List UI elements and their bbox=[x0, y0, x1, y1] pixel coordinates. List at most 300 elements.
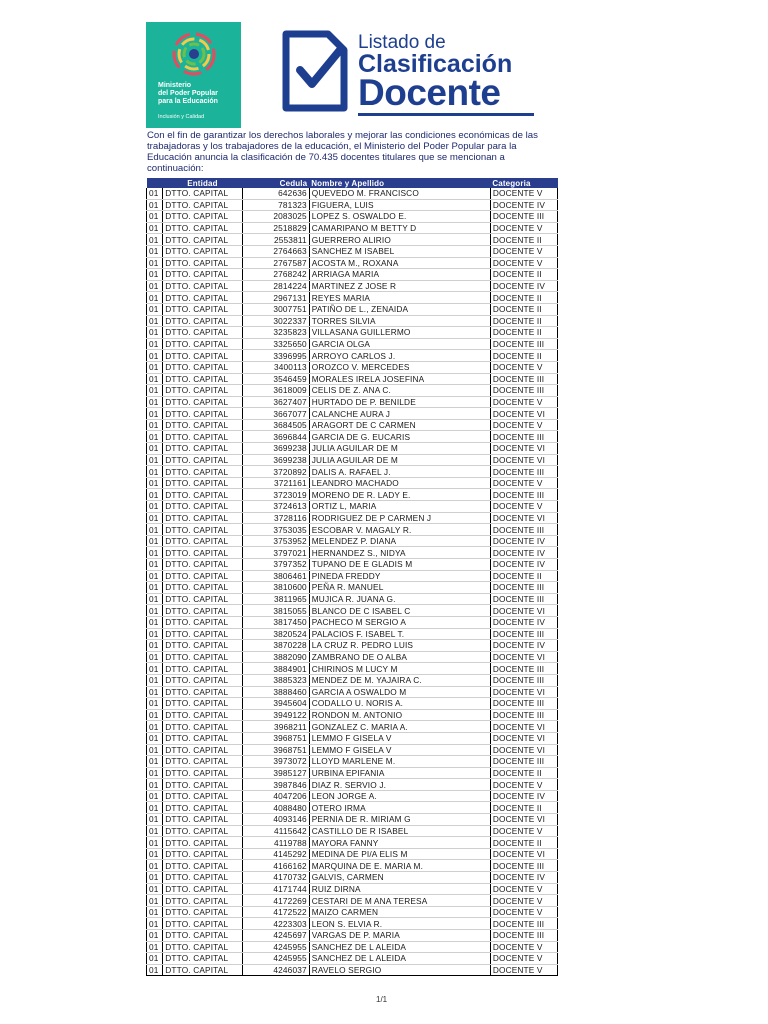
entidad-cell: DTTO. CAPITAL bbox=[163, 303, 242, 315]
categoria-cell: DOCENTE III bbox=[490, 674, 557, 686]
cedula-cell: 4172269 bbox=[242, 895, 309, 907]
table-row bbox=[147, 616, 558, 628]
entidad-code-cell: 01 bbox=[147, 269, 163, 281]
categoria-cell: DOCENTE V bbox=[490, 396, 557, 408]
entidad-cell: DTTO. CAPITAL bbox=[163, 895, 242, 907]
entidad-cell: DTTO. CAPITAL bbox=[163, 373, 242, 385]
nombre-cell: MUJICA R. JUANA G. bbox=[309, 593, 490, 605]
entidad-code-cell: 01 bbox=[147, 651, 163, 663]
cedula-cell: 4088480 bbox=[242, 802, 309, 814]
nombre-cell: PATIÑO DE L., ZENAIDA bbox=[309, 303, 490, 315]
entidad-code-cell: 01 bbox=[147, 222, 163, 234]
nombre-cell: ACOSTA M., ROXANA bbox=[309, 257, 490, 269]
entidad-code-cell: 01 bbox=[147, 930, 163, 942]
entidad-cell: DTTO. CAPITAL bbox=[163, 721, 242, 733]
table-row bbox=[147, 489, 558, 501]
cedula-cell: 2083025 bbox=[242, 211, 309, 223]
cedula-cell: 4115642 bbox=[242, 825, 309, 837]
nombre-cell: GALVIS, CARMEN bbox=[309, 872, 490, 884]
categoria-cell: DOCENTE III bbox=[490, 373, 557, 385]
entidad-cell: DTTO. CAPITAL bbox=[163, 628, 242, 640]
categoria-cell: DOCENTE II bbox=[490, 315, 557, 327]
cedula-cell: 3797021 bbox=[242, 547, 309, 559]
teacher-list-table bbox=[146, 178, 558, 976]
categoria-cell: DOCENTE III bbox=[490, 431, 557, 443]
entidad-code-cell: 01 bbox=[147, 814, 163, 826]
entidad-code-cell: 01 bbox=[147, 802, 163, 814]
entidad-cell: DTTO. CAPITAL bbox=[163, 837, 242, 849]
categoria-cell: DOCENTE III bbox=[490, 756, 557, 768]
table-row bbox=[147, 744, 558, 756]
cedula-cell: 3888460 bbox=[242, 686, 309, 698]
cedula-cell: 2518829 bbox=[242, 222, 309, 234]
nombre-cell: JULIA AGUILAR DE M bbox=[309, 454, 490, 466]
entidad-code-cell: 01 bbox=[147, 303, 163, 315]
entidad-code-cell: 01 bbox=[147, 419, 163, 431]
entidad-code-cell: 01 bbox=[147, 721, 163, 733]
entidad-code-cell: 01 bbox=[147, 559, 163, 571]
table-row bbox=[147, 419, 558, 431]
entidad-code-cell: 01 bbox=[147, 443, 163, 455]
cedula-cell: 3728116 bbox=[242, 512, 309, 524]
nombre-cell: MENDEZ DE M. YAJAIRA C. bbox=[309, 674, 490, 686]
cedula-cell: 4166162 bbox=[242, 860, 309, 872]
nombre-cell: URBINA EPIFANIA bbox=[309, 767, 490, 779]
nombre-cell: SANCHEZ DE L ALEIDA bbox=[309, 953, 490, 965]
table-row bbox=[147, 222, 558, 234]
table-header-row bbox=[147, 178, 558, 188]
title-line-2: Clasificación bbox=[358, 50, 513, 78]
entidad-cell: DTTO. CAPITAL bbox=[163, 361, 242, 373]
entidad-code-cell: 01 bbox=[147, 616, 163, 628]
table-row bbox=[147, 837, 558, 849]
entidad-cell: DTTO. CAPITAL bbox=[163, 396, 242, 408]
entidad-cell: DTTO. CAPITAL bbox=[163, 188, 242, 199]
categoria-cell: DOCENTE VI bbox=[490, 605, 557, 617]
nombre-cell: CESTARI DE M ANA TERESA bbox=[309, 895, 490, 907]
entidad-code-cell: 01 bbox=[147, 709, 163, 721]
nombre-cell: DIAZ R. SERVIO J. bbox=[309, 779, 490, 791]
categoria-cell: DOCENTE V bbox=[490, 779, 557, 791]
categoria-cell: DOCENTE VI bbox=[490, 512, 557, 524]
entidad-cell: DTTO. CAPITAL bbox=[163, 501, 242, 513]
categoria-cell: DOCENTE VI bbox=[490, 443, 557, 455]
entidad-code-cell: 01 bbox=[147, 547, 163, 559]
entidad-code-cell: 01 bbox=[147, 732, 163, 744]
entidad-cell: DTTO. CAPITAL bbox=[163, 930, 242, 942]
categoria-cell: DOCENTE II bbox=[490, 837, 557, 849]
cedula-cell: 2967131 bbox=[242, 292, 309, 304]
table-row bbox=[147, 570, 558, 582]
nombre-cell: DALIS A. RAFAEL J. bbox=[309, 466, 490, 478]
cedula-cell: 4171744 bbox=[242, 883, 309, 895]
cedula-cell: 4047206 bbox=[242, 790, 309, 802]
cedula-cell: 3968751 bbox=[242, 732, 309, 744]
cedula-cell: 2553811 bbox=[242, 234, 309, 246]
categoria-cell: DOCENTE IV bbox=[490, 616, 557, 628]
nombre-cell: SANCHEZ DE L ALEIDA bbox=[309, 941, 490, 953]
cedula-cell: 3724613 bbox=[242, 501, 309, 513]
table-row bbox=[147, 779, 558, 791]
cedula-cell: 3949122 bbox=[242, 709, 309, 721]
table-row bbox=[147, 315, 558, 327]
entidad-cell: DTTO. CAPITAL bbox=[163, 616, 242, 628]
entidad-cell: DTTO. CAPITAL bbox=[163, 245, 242, 257]
table-row bbox=[147, 199, 558, 211]
title-underline bbox=[358, 113, 534, 116]
entidad-cell: DTTO. CAPITAL bbox=[163, 466, 242, 478]
table-row bbox=[147, 640, 558, 652]
entidad-cell: DTTO. CAPITAL bbox=[163, 269, 242, 281]
entidad-cell: DTTO. CAPITAL bbox=[163, 489, 242, 501]
nombre-cell: BLANCO DE C ISABEL C bbox=[309, 605, 490, 617]
entidad-code-cell: 01 bbox=[147, 188, 163, 199]
entidad-code-cell: 01 bbox=[147, 872, 163, 884]
ministry-logo bbox=[146, 22, 241, 128]
entidad-cell: DTTO. CAPITAL bbox=[163, 582, 242, 594]
categoria-cell: DOCENTE III bbox=[490, 489, 557, 501]
nombre-cell: MARQUINA DE E. MARIA M. bbox=[309, 860, 490, 872]
cedula-cell: 3811965 bbox=[242, 593, 309, 605]
cedula-cell: 3546459 bbox=[242, 373, 309, 385]
cedula-cell: 3325650 bbox=[242, 338, 309, 350]
nombre-cell: MARTINEZ Z JOSE R bbox=[309, 280, 490, 292]
categoria-cell: DOCENTE III bbox=[490, 628, 557, 640]
entidad-code-cell: 01 bbox=[147, 837, 163, 849]
entidad-cell: DTTO. CAPITAL bbox=[163, 964, 242, 976]
entidad-cell: DTTO. CAPITAL bbox=[163, 663, 242, 675]
entidad-code-cell: 01 bbox=[147, 350, 163, 362]
cedula-cell: 3396995 bbox=[242, 350, 309, 362]
table-row bbox=[147, 454, 558, 466]
cedula-cell: 3721161 bbox=[242, 477, 309, 489]
cedula-cell: 4119788 bbox=[242, 837, 309, 849]
nombre-cell: MAYORA FANNY bbox=[309, 837, 490, 849]
nombre-cell: VARGAS DE P. MARIA bbox=[309, 930, 490, 942]
table-row bbox=[147, 756, 558, 768]
entidad-code-cell: 01 bbox=[147, 524, 163, 536]
cedula-cell: 781323 bbox=[242, 199, 309, 211]
entidad-cell: DTTO. CAPITAL bbox=[163, 524, 242, 536]
nombre-cell: LEANDRO MACHADO bbox=[309, 477, 490, 489]
entidad-cell: DTTO. CAPITAL bbox=[163, 779, 242, 791]
entidad-code-cell: 01 bbox=[147, 315, 163, 327]
entidad-cell: DTTO. CAPITAL bbox=[163, 698, 242, 710]
nombre-cell: GARCIA DE G. EUCARIS bbox=[309, 431, 490, 443]
table-row bbox=[147, 338, 558, 350]
categoria-cell: DOCENTE VI bbox=[490, 651, 557, 663]
entidad-code-cell: 01 bbox=[147, 361, 163, 373]
cedula-cell: 2814224 bbox=[242, 280, 309, 292]
nombre-cell: OROZCO V. MERCEDES bbox=[309, 361, 490, 373]
nombre-cell: LEON S. ELVIA R. bbox=[309, 918, 490, 930]
entidad-code-cell: 01 bbox=[147, 466, 163, 478]
entidad-code-cell: 01 bbox=[147, 605, 163, 617]
cedula-cell: 3817450 bbox=[242, 616, 309, 628]
entidad-code-cell: 01 bbox=[147, 779, 163, 791]
entidad-cell: DTTO. CAPITAL bbox=[163, 732, 242, 744]
nombre-cell: RUIZ DIRNA bbox=[309, 883, 490, 895]
table-row bbox=[147, 953, 558, 965]
entidad-cell: DTTO. CAPITAL bbox=[163, 767, 242, 779]
categoria-cell: DOCENTE IV bbox=[490, 199, 557, 211]
entidad-code-cell: 01 bbox=[147, 292, 163, 304]
entidad-cell: DTTO. CAPITAL bbox=[163, 350, 242, 362]
entidad-cell: DTTO. CAPITAL bbox=[163, 431, 242, 443]
table-body bbox=[147, 188, 558, 976]
table-row bbox=[147, 501, 558, 513]
categoria-cell: DOCENTE II bbox=[490, 292, 557, 304]
entidad-cell: DTTO. CAPITAL bbox=[163, 315, 242, 327]
categoria-cell: DOCENTE IV bbox=[490, 535, 557, 547]
table-row bbox=[147, 674, 558, 686]
categoria-cell: DOCENTE II bbox=[490, 303, 557, 315]
nombre-cell: CAMARIPANO M BETTY D bbox=[309, 222, 490, 234]
entidad-cell: DTTO. CAPITAL bbox=[163, 408, 242, 420]
entidad-code-cell: 01 bbox=[147, 906, 163, 918]
entidad-code-cell: 01 bbox=[147, 825, 163, 837]
categoria-cell: DOCENTE IV bbox=[490, 547, 557, 559]
table-row bbox=[147, 408, 558, 420]
header-cedula: Cedula bbox=[242, 178, 309, 188]
table-row bbox=[147, 825, 558, 837]
table-row bbox=[147, 524, 558, 536]
table-row bbox=[147, 848, 558, 860]
categoria-cell: DOCENTE III bbox=[490, 698, 557, 710]
entidad-code-cell: 01 bbox=[147, 454, 163, 466]
cedula-cell: 3022337 bbox=[242, 315, 309, 327]
entidad-code-cell: 01 bbox=[147, 756, 163, 768]
cedula-cell: 4246037 bbox=[242, 964, 309, 976]
cedula-cell: 2768242 bbox=[242, 269, 309, 281]
entidad-cell: DTTO. CAPITAL bbox=[163, 744, 242, 756]
nombre-cell: LEMMO F GISELA V bbox=[309, 744, 490, 756]
categoria-cell: DOCENTE V bbox=[490, 953, 557, 965]
entidad-cell: DTTO. CAPITAL bbox=[163, 385, 242, 397]
ministry-emblem-icon bbox=[170, 30, 218, 80]
nombre-cell: MORENO DE R. LADY E. bbox=[309, 489, 490, 501]
categoria-cell: DOCENTE V bbox=[490, 477, 557, 489]
table-row bbox=[147, 930, 558, 942]
nombre-cell: CASTILLO DE R ISABEL bbox=[309, 825, 490, 837]
categoria-cell: DOCENTE V bbox=[490, 501, 557, 513]
table-row bbox=[147, 732, 558, 744]
categoria-cell: DOCENTE V bbox=[490, 361, 557, 373]
entidad-code-cell: 01 bbox=[147, 593, 163, 605]
entidad-code-cell: 01 bbox=[147, 860, 163, 872]
intro-paragraph: Con el fin de garantizar los derechos laborales y mejorar las condiciones económicas de las trabajadoras y los trabajadores de la educación, el Ministerio del Poder Popular para la Educación anuncia la clasificación de 70.435 docentes titulares que se mencionan a continuación: bbox=[147, 130, 538, 174]
categoria-cell: DOCENTE III bbox=[490, 860, 557, 872]
nombre-cell: LEON JORGE A. bbox=[309, 790, 490, 802]
entidad-cell: DTTO. CAPITAL bbox=[163, 419, 242, 431]
table-row bbox=[147, 280, 558, 292]
cedula-cell: 3968751 bbox=[242, 744, 309, 756]
entidad-code-cell: 01 bbox=[147, 257, 163, 269]
categoria-cell: DOCENTE VI bbox=[490, 732, 557, 744]
table-row bbox=[147, 814, 558, 826]
entidad-code-cell: 01 bbox=[147, 477, 163, 489]
categoria-cell: DOCENTE II bbox=[490, 234, 557, 246]
entidad-code-cell: 01 bbox=[147, 501, 163, 513]
categoria-cell: DOCENTE V bbox=[490, 188, 557, 199]
categoria-cell: DOCENTE II bbox=[490, 802, 557, 814]
entidad-code-cell: 01 bbox=[147, 234, 163, 246]
entidad-code-cell: 01 bbox=[147, 385, 163, 397]
nombre-cell: TUPANO DE E GLADIS M bbox=[309, 559, 490, 571]
categoria-cell: DOCENTE IV bbox=[490, 559, 557, 571]
categoria-cell: DOCENTE III bbox=[490, 582, 557, 594]
cedula-cell: 3815055 bbox=[242, 605, 309, 617]
nombre-cell: MAIZO CARMEN bbox=[309, 906, 490, 918]
entidad-code-cell: 01 bbox=[147, 373, 163, 385]
entidad-cell: DTTO. CAPITAL bbox=[163, 443, 242, 455]
categoria-cell: DOCENTE V bbox=[490, 419, 557, 431]
entidad-code-cell: 01 bbox=[147, 640, 163, 652]
entidad-cell: DTTO. CAPITAL bbox=[163, 338, 242, 350]
cedula-cell: 3945604 bbox=[242, 698, 309, 710]
cedula-cell: 3753035 bbox=[242, 524, 309, 536]
entidad-cell: DTTO. CAPITAL bbox=[163, 605, 242, 617]
cedula-cell: 3987846 bbox=[242, 779, 309, 791]
entidad-code-cell: 01 bbox=[147, 199, 163, 211]
table-row bbox=[147, 721, 558, 733]
nombre-cell: PACHECO M SERGIO A bbox=[309, 616, 490, 628]
categoria-cell: DOCENTE III bbox=[490, 930, 557, 942]
nombre-cell: GARCIA A OSWALDO M bbox=[309, 686, 490, 698]
categoria-cell: DOCENTE VI bbox=[490, 848, 557, 860]
nombre-cell: ARAGORT DE C CARMEN bbox=[309, 419, 490, 431]
entidad-code-cell: 01 bbox=[147, 674, 163, 686]
entidad-code-cell: 01 bbox=[147, 767, 163, 779]
categoria-cell: DOCENTE IV bbox=[490, 640, 557, 652]
nombre-cell: LOPEZ S. OSWALDO E. bbox=[309, 211, 490, 223]
categoria-cell: DOCENTE III bbox=[490, 524, 557, 536]
entidad-code-cell: 01 bbox=[147, 628, 163, 640]
cedula-cell: 3699238 bbox=[242, 443, 309, 455]
cedula-cell: 3618009 bbox=[242, 385, 309, 397]
cedula-cell: 3968211 bbox=[242, 721, 309, 733]
table-row bbox=[147, 883, 558, 895]
entidad-code-cell: 01 bbox=[147, 280, 163, 292]
table-row bbox=[147, 535, 558, 547]
categoria-cell: DOCENTE IV bbox=[490, 280, 557, 292]
table-row bbox=[147, 872, 558, 884]
entidad-cell: DTTO. CAPITAL bbox=[163, 257, 242, 269]
table-row bbox=[147, 292, 558, 304]
nombre-cell: VILLASANA GUILLERMO bbox=[309, 327, 490, 339]
categoria-cell: DOCENTE III bbox=[490, 385, 557, 397]
nombre-cell: CALANCHE AURA J bbox=[309, 408, 490, 420]
cedula-cell: 4245697 bbox=[242, 930, 309, 942]
table-row bbox=[147, 605, 558, 617]
entidad-code-cell: 01 bbox=[147, 338, 163, 350]
page-number: 1/1 bbox=[376, 995, 388, 1004]
categoria-cell: DOCENTE V bbox=[490, 941, 557, 953]
nombre-cell: ZAMBRANO DE O ALBA bbox=[309, 651, 490, 663]
categoria-cell: DOCENTE IV bbox=[490, 872, 557, 884]
cedula-cell: 3667077 bbox=[242, 408, 309, 420]
entidad-cell: DTTO. CAPITAL bbox=[163, 941, 242, 953]
entidad-code-cell: 01 bbox=[147, 663, 163, 675]
table-row bbox=[147, 361, 558, 373]
table-row bbox=[147, 350, 558, 362]
header-entidad: Entidad bbox=[163, 178, 242, 188]
entidad-code-cell: 01 bbox=[147, 918, 163, 930]
categoria-cell: DOCENTE II bbox=[490, 350, 557, 362]
categoria-cell: DOCENTE III bbox=[490, 338, 557, 350]
entidad-cell: DTTO. CAPITAL bbox=[163, 825, 242, 837]
entidad-cell: DTTO. CAPITAL bbox=[163, 559, 242, 571]
categoria-cell: DOCENTE II bbox=[490, 327, 557, 339]
nombre-cell: ARRIAGA MARIA bbox=[309, 269, 490, 281]
nombre-cell: CHIRINOS M LUCY M bbox=[309, 663, 490, 675]
table-row bbox=[147, 211, 558, 223]
table-row bbox=[147, 466, 558, 478]
table-row bbox=[147, 431, 558, 443]
cedula-cell: 2764663 bbox=[242, 245, 309, 257]
checklist-document-icon bbox=[278, 30, 350, 114]
entidad-code-cell: 01 bbox=[147, 883, 163, 895]
categoria-cell: DOCENTE VI bbox=[490, 454, 557, 466]
categoria-cell: DOCENTE IV bbox=[490, 790, 557, 802]
categoria-cell: DOCENTE VI bbox=[490, 814, 557, 826]
categoria-cell: DOCENTE V bbox=[490, 964, 557, 976]
entidad-cell: DTTO. CAPITAL bbox=[163, 790, 242, 802]
entidad-cell: DTTO. CAPITAL bbox=[163, 454, 242, 466]
entidad-code-cell: 01 bbox=[147, 211, 163, 223]
nombre-cell: PINEDA FREDDY bbox=[309, 570, 490, 582]
table-row bbox=[147, 628, 558, 640]
cedula-cell: 3235823 bbox=[242, 327, 309, 339]
cedula-cell: 3007751 bbox=[242, 303, 309, 315]
nombre-cell: REYES MARIA bbox=[309, 292, 490, 304]
entidad-cell: DTTO. CAPITAL bbox=[163, 872, 242, 884]
entidad-cell: DTTO. CAPITAL bbox=[163, 674, 242, 686]
entidad-cell: DTTO. CAPITAL bbox=[163, 234, 242, 246]
nombre-cell: LEMMO F GISELA V bbox=[309, 732, 490, 744]
table-row bbox=[147, 234, 558, 246]
nombre-cell: ESCOBAR V. MAGALY R. bbox=[309, 524, 490, 536]
entidad-code-cell: 01 bbox=[147, 570, 163, 582]
entidad-cell: DTTO. CAPITAL bbox=[163, 211, 242, 223]
table-row bbox=[147, 767, 558, 779]
table-row bbox=[147, 477, 558, 489]
nombre-cell: JULIA AGUILAR DE M bbox=[309, 443, 490, 455]
cedula-cell: 3699238 bbox=[242, 454, 309, 466]
entidad-cell: DTTO. CAPITAL bbox=[163, 477, 242, 489]
teacher-list-table-wrap bbox=[146, 178, 558, 976]
entidad-cell: DTTO. CAPITAL bbox=[163, 535, 242, 547]
entidad-code-cell: 01 bbox=[147, 489, 163, 501]
cedula-cell: 3884901 bbox=[242, 663, 309, 675]
table-row bbox=[147, 559, 558, 571]
entidad-code-cell: 01 bbox=[147, 431, 163, 443]
table-row bbox=[147, 547, 558, 559]
entidad-cell: DTTO. CAPITAL bbox=[163, 292, 242, 304]
entidad-code-cell: 01 bbox=[147, 408, 163, 420]
entidad-code-cell: 01 bbox=[147, 953, 163, 965]
entidad-cell: DTTO. CAPITAL bbox=[163, 222, 242, 234]
table-row bbox=[147, 373, 558, 385]
categoria-cell: DOCENTE V bbox=[490, 257, 557, 269]
cedula-cell: 3684505 bbox=[242, 419, 309, 431]
header-nombre: Nombre y Apellido bbox=[309, 178, 490, 188]
nombre-cell: OTERO IRMA bbox=[309, 802, 490, 814]
cedula-cell: 4145292 bbox=[242, 848, 309, 860]
table-row bbox=[147, 964, 558, 976]
entidad-code-cell: 01 bbox=[147, 964, 163, 976]
table-row bbox=[147, 327, 558, 339]
